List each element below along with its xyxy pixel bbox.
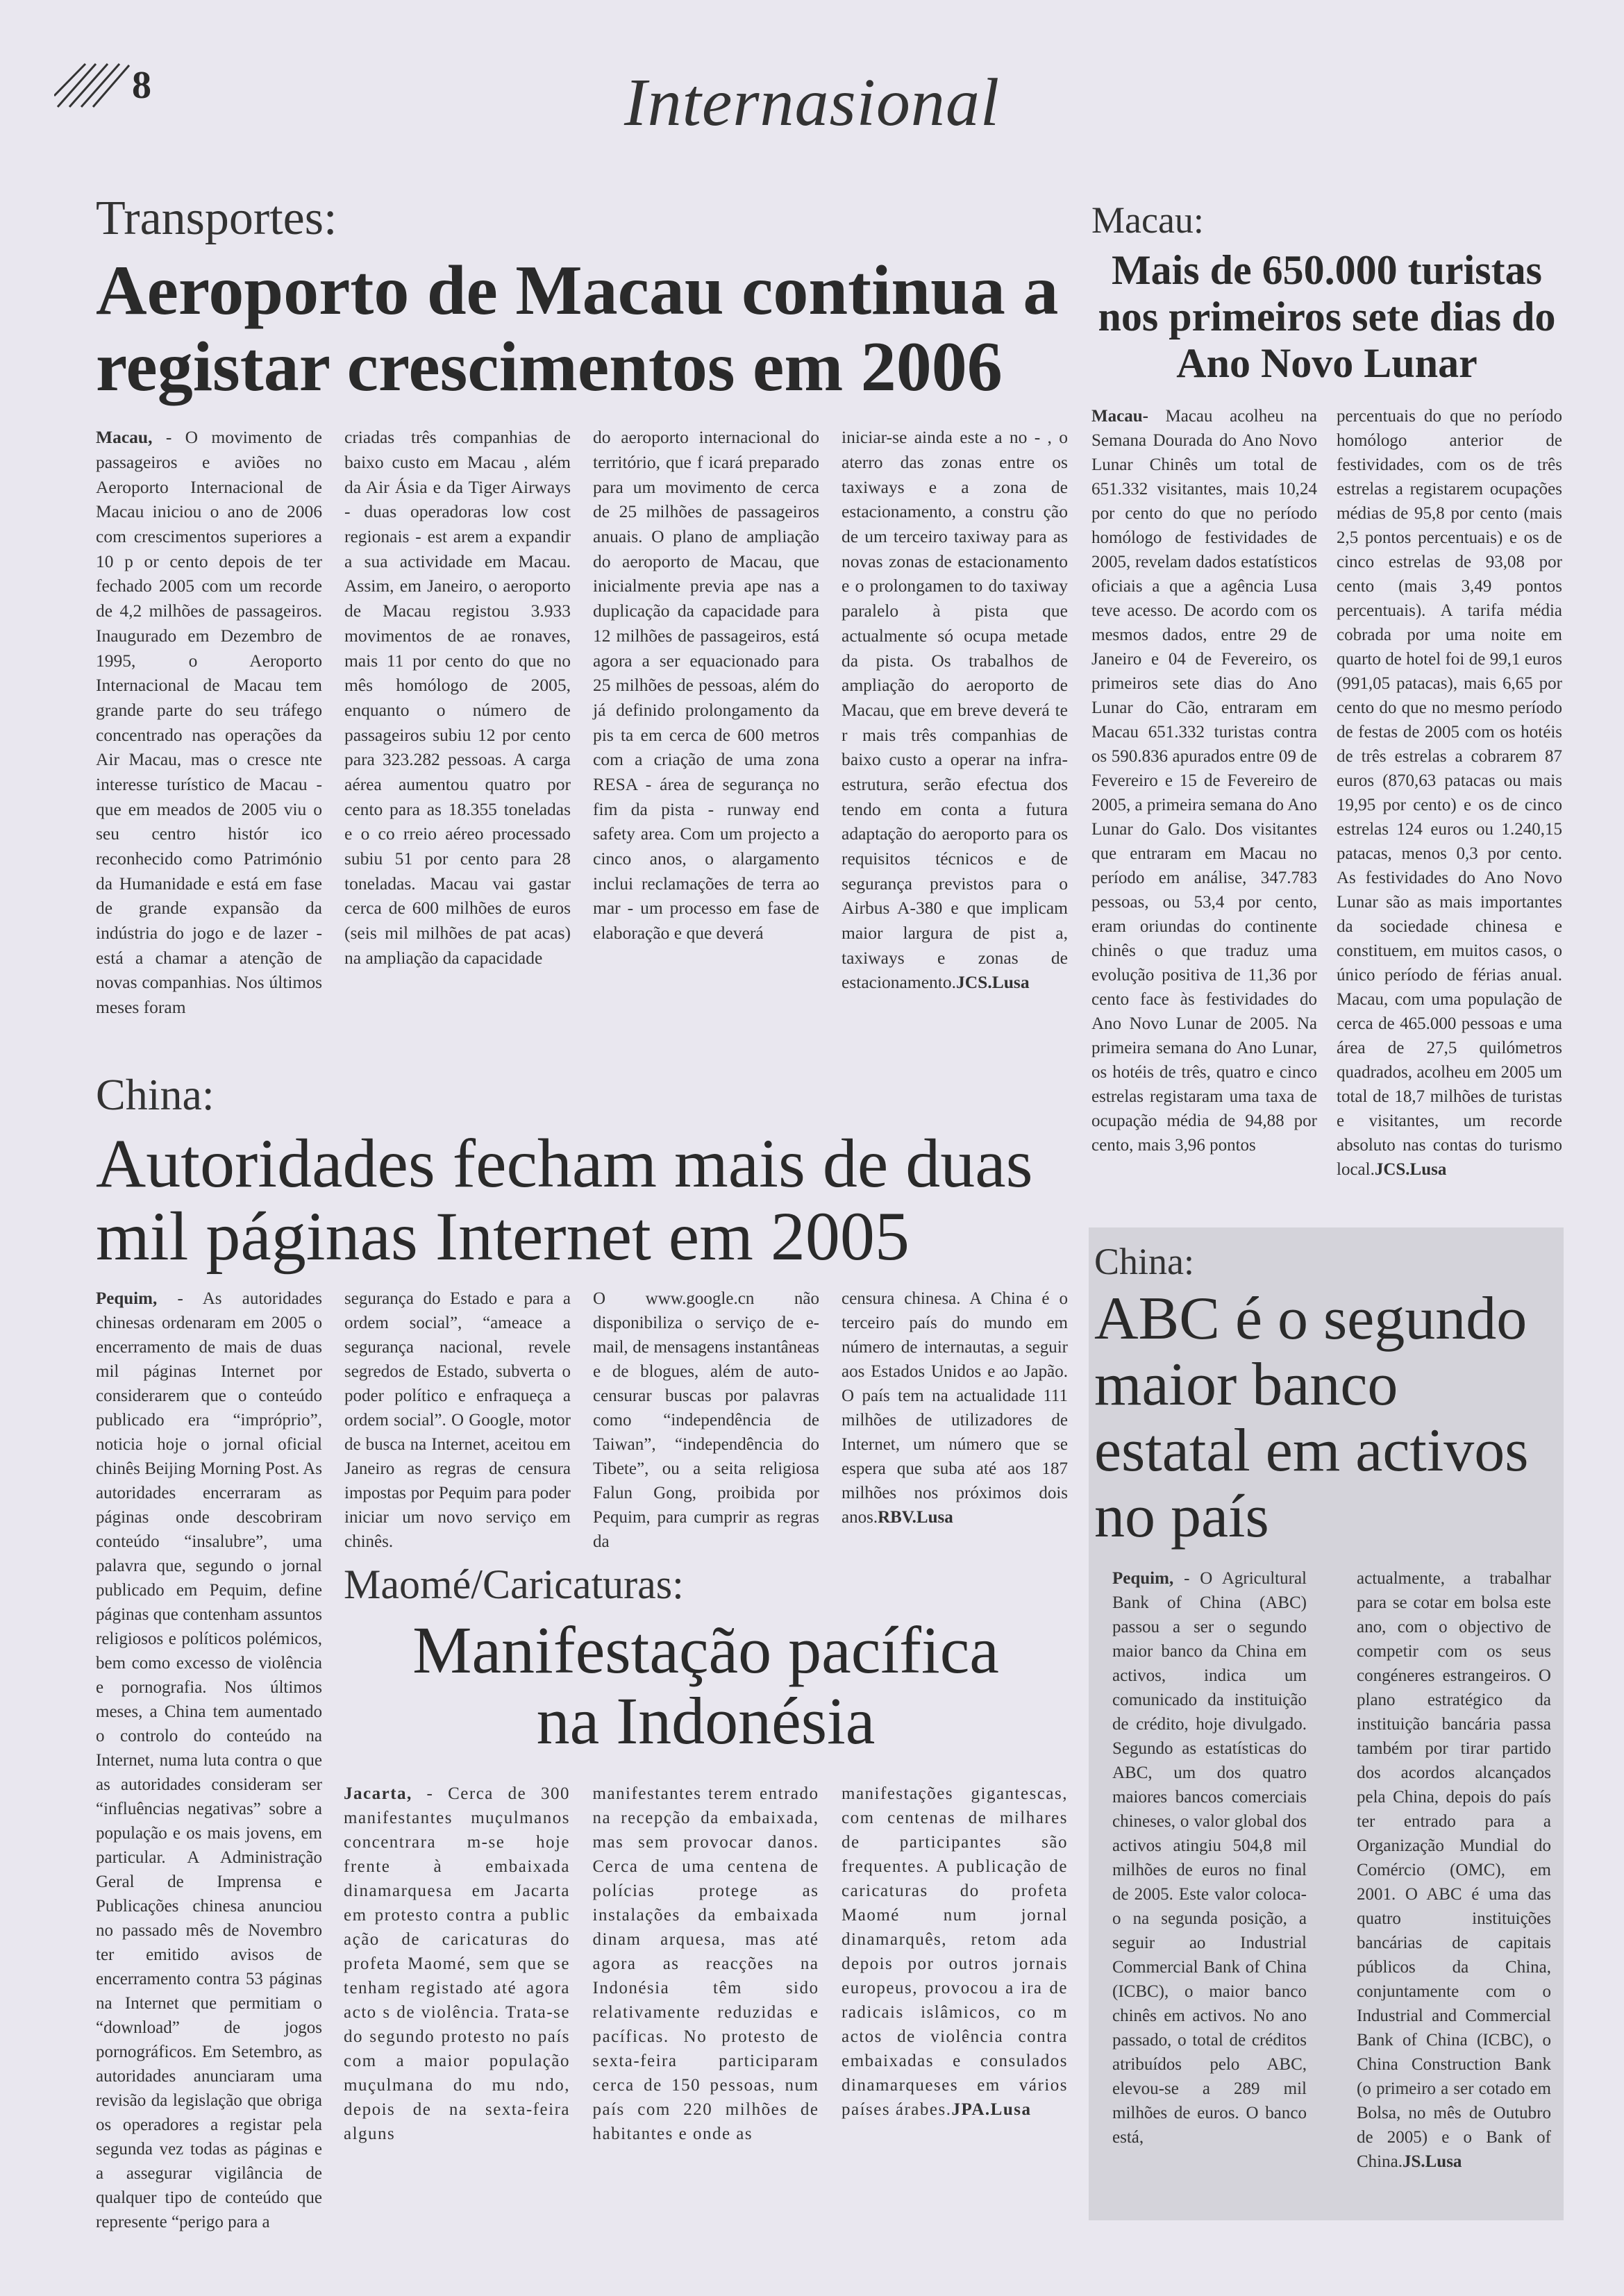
article-indonesia [344,1561,1068,2146]
column-text: do aeroporto internacional do território, que f icará preparado para um movimento de cerca de 25 milhões de passageiros anuais. O plano de ampliação do aeroporto de Macau, que inicialmente previa ape nas a duplicação da capacidade para 12 milhões de passageiros, está agora a ser equacionado para 25 milhões de pessoas, além do já definido prolongamento da pis ta em cerca de 600 metros com a criação de uma zona RESA - área de segurança no fim da pista - runway end safety area. Com um projecto a cinco anos, o alargamento inclui reclamações de terra ao mar - um processo em fase de elaboração e que deverá [593,427,819,944]
article-headline: Mais de 650.000 turistas nos primeiros sete dias do Ano Novo Lunar [1098,247,1556,387]
article-column [344,1287,571,1554]
article-column [842,1287,1068,1530]
page-number: 8 [132,64,151,107]
article-body [96,425,1068,1020]
article-column [96,425,322,1020]
article-column [96,1287,322,2234]
article-body [1091,404,1562,1182]
column-text: Macau acolheu na Semana Dourada do Ano Novo Lunar Chinês um total de 651.332 visitantes, mais 10,24 por cento do que no período homólogo de festividades de 2005, revelam dados estatísticos oficiais a que a agência Lusa teve acesso. De acordo com os mesmos dados, entre 29 de Janeiro e 04 de Fevereiro, os primeiros sete dias do Ano Lunar do Cão, entraram em Macau 651.332 turistas contra os 590.836 apurados entre 09 de Fevereiro e 15 de Fevereiro de 2005, a primeira semana do Ano Lunar do Galo. Dos visitantes que entraram em Macau no período em análise, 347.783 pessoas, ou 53,4 por cento, eram oriundas do continente chinês o que traduz uma evolução positiva de 11,36 por cento face às festividades do Ano Novo Lunar de 2005. Na primeira semana do Ano Lunar, os hotéis de três, quatro e cinco estrelas registaram uma taxa de ocupação média de 94,88 por cento, mais 3,96 pontos [1091,406,1317,1155]
column-text: - Cerca de 300 manifestantes muçulmanos concentrara m-se hoje frente à embaixada dinamarquesa em Jacarta em protesto contra a public ação de caricaturas do profeta Maomé, sem que se tenham registado até agora acto s de violência. Trata-se do segundo protesto no país com a maior população muçulmana do mu ndo, depois de na sexta-feira alguns [344,1784,570,2143]
article-headline [344,1615,1068,1757]
article-column [593,425,819,1020]
article-kicker: China: [96,1070,215,1119]
article-column [593,1782,819,2146]
article-column [1337,404,1562,1182]
article-dateline: Jacarta, [344,1784,412,1803]
article-tourists [1091,201,1562,1182]
article-column [1112,1566,1307,2174]
column-text: segurança do Estado e para a ordem social”, “ameace a segurança nacional, revele segredos de Estado, subverta o poder político e enfraqueça a ordem social”. O Google, motor de busca na Internet, aceitou em Janeiro as regras de censura impostas por Pequim para poder iniciar um novo serviço em chinês. [344,1289,571,1551]
column-text: iniciar-se ainda este a no - , o aterro das zonas entre os taxiways e a zona de estacionamento, a constru ção de um terceiro taxiway para as novas zonas de estacionamento e o prolongamen to do taxiway paralelo à pista que actualmente só ocupa metade da pista. Os trabalhos de ampliação do aeroporto de Macau, que em breve deverá te r mais três companhias de baixo custo a operar na infra-estrutura, serão efectua dos tendo em conta a futura adaptação do aeroporto para os requisitos técnicos e de segurança previstos para o Airbus A-380 e que implicam maior largura de pist a, taxiways e zonas de estacionamento. [842,427,1068,993]
article-body [1094,1566,1558,2174]
article-signature: JS.Lusa [1402,2152,1462,2172]
column-text: criadas três companhias de baixo custo em Macau , além da Air Ásia e da Tiger Airways - duas operadoras low cost regionais - est arem a expandir a sua actividade em Macau. Assim, em Janeiro, o aeroporto de Macau registou 3.933 movimentos de ae ronaves, mais 11 por cento do que no mês homólogo de 2005, enquanto o número de passageiros subiu 12 por cento para 323.282 pessoas. A carga aérea aumentou quatro por cento para as 18.355 toneladas e o co rreio aéreo processado subiu 51 por cento para 28 toneladas. Macau vai gastar cerca de 600 milhões de euros (seis mil milhões de pat acas) na ampliação da capacidade [344,427,571,968]
article-signature: RBV.Lusa [878,1508,953,1527]
article-headline: ABC é o segundo maior banco estatal em activos no país [1094,1285,1529,1551]
section-title: Internasional [623,65,1001,140]
article-airport [96,194,1068,1020]
article-kicker: Macau: [1091,199,1204,241]
article-dateline: Macau- [1091,406,1148,426]
headline-line: Manifestação pacífica [412,1613,999,1687]
article-headline: Aeroporto de Macau continua a registar crescimentos em 2006 [96,251,1059,407]
article-column [842,1782,1068,2146]
article-dateline: Macau, [96,427,153,448]
article-column [344,1782,570,2146]
article-kicker: Maomé/Caricaturas: [344,1561,684,1607]
article-signature: JCS.Lusa [955,972,1030,993]
column-text: percentuais do que no período homólogo anterior de festividades, com os de três estrelas a registarem ocupações médias de 95,8 por cento (mais 2,5 pontos percentuais) e os de cinco estrelas de 93,08 por cento (mais 3,49 pontos percentuais). A tarifa média cobrada por uma noite em quarto de hotel foi de 99,1 euros (991,05 patacas), mais 6,65 por cento do que no mesmo período de festas de 2005 com os hotéis de três estrelas a cobrarem 87 euros (870,63 patacas ou mais 19,95 por cento) e os de cinco estrelas 124 euros ou 1.240,15 patacas, menos 0,3 por cento. As festividades do Ano Novo Lunar são as mais importantes da sociedade chinesa e constituem, em muitos casos, o único período de férias anual. Macau, com uma população de cerca de 465.000 pessoas e uma área de 27,5 quilómetros quadrados, acolheu em 2005 um total de 18,7 milhões de turistas e visitantes, um recorde absoluto nas contas do turismo local. [1337,406,1562,1179]
article-column [1091,404,1317,1182]
column-text: manifestantes terem entrado na recepção da embaixada, mas sem provocar danos. Cerca de uma centena de polícias protege as instalações da embaixada dinam arquesa, mas até agora as reacções na Indonésia têm sido relativamente reduzidas e pacíficas. No protesto de sexta-feira participaram cerca de 150 pessoas, num país com 220 milhões de habitantes e onde as [592,1784,819,2143]
article-kicker: Transportes: [96,192,337,245]
column-text: manifestações gigantescas, com centenas de milhares de participantes são frequentes. A publicação de caricaturas do profeta Maomé num jornal dinamarquês, retom ada depois por outros jornais europeus, provocou a ira de radicais islâmicos, co m actos de violência contra embaixadas e consulados dinamarqueses em vários países árabes. [842,1784,1068,2119]
article-column [1357,1566,1551,2174]
column-text: - O Agricultural Bank of China (ABC) passou a ser o segundo maior banco da China em activos, indica um comunicado da instituição de crédito, hoje divulgado. Segundo as estatísticas do ABC, um dos quatro maiores bancos comerciais chineses, o valor global dos activos atingiu 504,8 mil milhões de euros no final de 2005. Este valor coloca-o na segunda posição, a seguir ao Industrial Commercial Bank of China (ICBC), o maior banco chinês em activos. No ano passado, o total de créditos atribuídos pelo ABC, elevou-se a 289 mil milhões de euros. O banco está, [1112,1569,1307,2147]
article-column [344,425,571,1020]
article-body [344,1782,1068,2146]
article-signature: JCS.Lusa [1374,1159,1447,1179]
article-abc-bank [1089,1227,1564,2220]
column-text: actualmente, a trabalhar para se cotar em bolsa este ano, com o objectivo de competir com os seus congéneres estrangeiros. O plano estratégico da instituição bancária passa também por tirar partido dos acordos alcançados pela China, depois do país ter entrado para a Organização Mundial do Comércio (OMC), em 2001. O ABC é uma das quatro instituições bancárias de capitais públicos da China, conjuntamente com o Industrial and Commercial Bank of China (ICBC), o China Construction Bank (o primeiro a ser cotado em Bolsa, no mês de Outubro de 2005) e o Bank of China. [1357,1569,1551,2172]
article-headline: Autoridades fecham mais de duas mil páginas Internet em 2005 [96,1125,1033,1275]
column-text: censura chinesa. A China é o terceiro país do mundo em número de internautas, a seguir aos Estados Unidos e ao Japão. O país tem na actualidade 111 milhões de utilizadores de Internet, um número que se espera que suba até aos 187 milhões nos próximos dois anos. [842,1289,1068,1527]
column-text: - As autoridades chinesas ordenaram em 2005 o encerramento de mais de duas mil páginas Internet por considerarem que o conteúdo publicado era “impróprio”, noticia hoje o jornal oficial chinês Beijing Morning Post. As autoridades encerraram as páginas onde descobriram conteúdo “insalubre”, uma palavra que, segundo o jornal publicado em Pequim, define páginas que contenham assuntos religiosos e políticos polémicos, bem como excesso de violência e pornografia. Nos últimos meses, a China tem aumentado o controlo do conteúdo na Internet, numa luta contra o que as autoridades consideram ser “influências negativas” sobre a população e os mais jovens, em particular. A Administração Geral de Imprensa e Publicações chinesa anunciou no passado mês de Novembro ter emitido avisos de encerramento contra 53 páginas na Internet que permitiam o “download” de jogos pornográficos. Em Setembro, as autoridades anunciaram uma revisão da legislação que obriga os operadores a registar pela segunda vez todas as páginas e a assegurar vigilância de qualquer tipo de conteúdo que represente “perigo para a [96,1289,322,2231]
article-dateline: Pequim, [1112,1569,1174,1589]
column-text: - O movimento de passageiros e aviões no Aeroporto Internacional de Macau iniciou o ano de 2006 com crescimentos superiores a 10 p or cento depois de ter fechado 2005 com um recorde de 4,2 milhões de passageiros. Inaugurado em Dezembro de 1995, o Aeroporto Internacional de Macau tem grande parte do seu tráfego concentrado nas operações da Air Macau, mas o cresce nte interesse turístico de Macau - que em meados de 2005 viu o seu centro histór ico reconhecido como Património da Humanidade e está em fase de grande expansão da indústria do jogo e de lazer - está a chamar a atenção de novas companhias. Nos últimos meses foram [96,427,322,1018]
article-column [593,1287,819,1554]
headline-line: na Indonésia [536,1683,876,1758]
column-text: O www.google.cn não disponibiliza o serviço de e-mail, de mensagens instantâneas e de blogues, além de auto- censurar buscas por palavras como “independência de Taiwan”, “independência do Tibete”, ou a seita religiosa Falun Gong, proibida por Pequim, para cumprir as regras da [593,1289,819,1551]
article-dateline: Pequim, [96,1289,158,1308]
article-signature: JPA.Lusa [951,2100,1032,2119]
article-kicker: China: [1094,1241,1194,1282]
article-column [842,425,1068,1020]
